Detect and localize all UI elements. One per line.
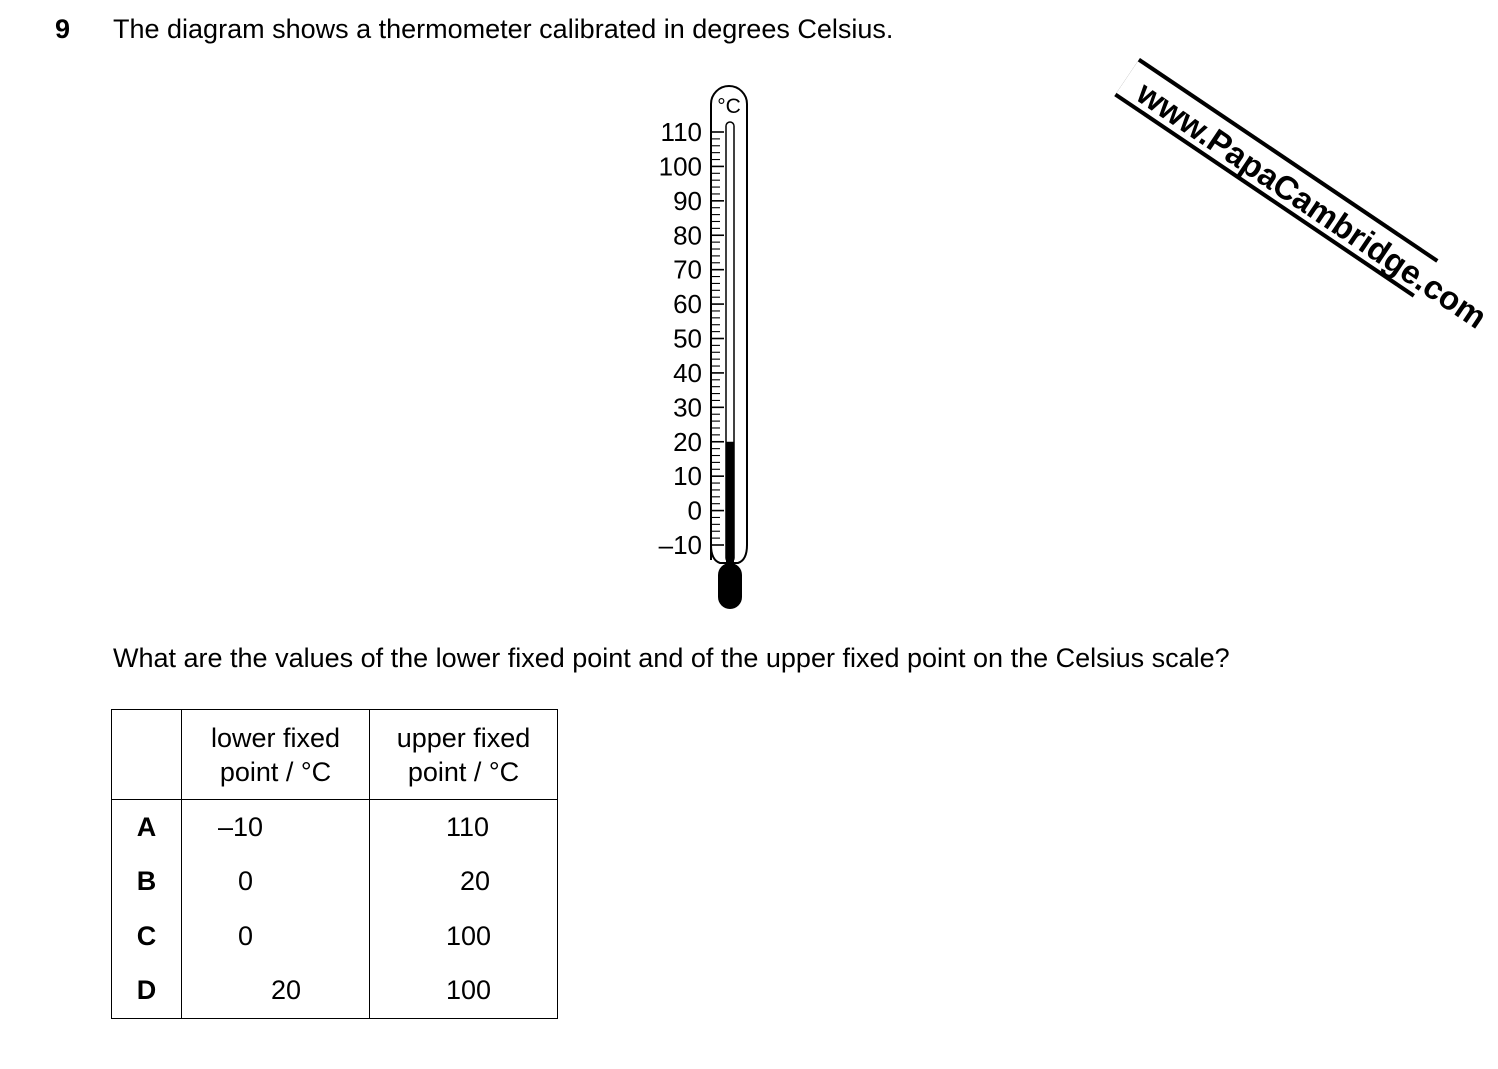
thermometer-bulb	[718, 563, 742, 609]
scale-label: 10	[673, 461, 702, 492]
option-upper-value: 100	[370, 909, 558, 964]
scale-label: 70	[673, 254, 702, 285]
option-lower-value: 0	[182, 855, 370, 910]
option-row-c[interactable]	[112, 909, 558, 964]
scale-label: 20	[673, 426, 702, 457]
options-header-row	[112, 710, 558, 800]
option-upper-value: 100	[370, 964, 558, 1019]
option-letter: D	[112, 964, 182, 1019]
header-lower-line1: lower fixed	[210, 722, 341, 753]
scale-label: 110	[660, 117, 702, 147]
option-row-d[interactable]	[112, 964, 558, 1019]
option-upper-value: 20	[370, 855, 558, 910]
option-lower-value: –10	[182, 800, 370, 855]
watermark-text: www.PapaCambridge.com	[1130, 73, 1494, 336]
unit-label: °C	[717, 95, 741, 118]
header-upper-line2: point / °C	[407, 756, 520, 787]
option-lower-value: 0	[182, 909, 370, 964]
option-row-b[interactable]	[112, 855, 558, 910]
header-empty-cell	[112, 710, 182, 800]
scale-label: 30	[673, 392, 702, 423]
question-text: The diagram shows a thermometer calibrated in degrees Celsius.	[113, 14, 894, 44]
question-prompt: What are the values of the lower fixed point and of the upper fixed point on the Celsius scale?	[113, 643, 1230, 673]
header-upper-line1: upper fixed	[396, 722, 531, 753]
scale-label: 100	[658, 151, 702, 182]
option-letter: B	[112, 855, 182, 910]
scale-label: 80	[673, 220, 702, 251]
header-upper-fixed-point	[370, 710, 558, 800]
option-upper-value: 110	[370, 800, 558, 855]
scale-label: 50	[673, 323, 702, 354]
scale-label: –10	[658, 530, 702, 560]
header-lower-fixed-point	[182, 710, 370, 800]
scale-label: 60	[673, 289, 702, 320]
option-letter: A	[112, 800, 182, 855]
liquid-column	[726, 442, 734, 563]
options-table	[111, 709, 558, 1019]
option-letter: C	[112, 909, 182, 964]
scale-label: 0	[687, 495, 702, 526]
option-lower-value: 20	[182, 964, 370, 1019]
option-row-a[interactable]	[112, 800, 558, 855]
question-number: 9	[55, 14, 71, 44]
scale-label: 40	[673, 357, 702, 388]
scale-label: 90	[673, 185, 702, 216]
header-lower-line2: point / °C	[219, 756, 332, 787]
